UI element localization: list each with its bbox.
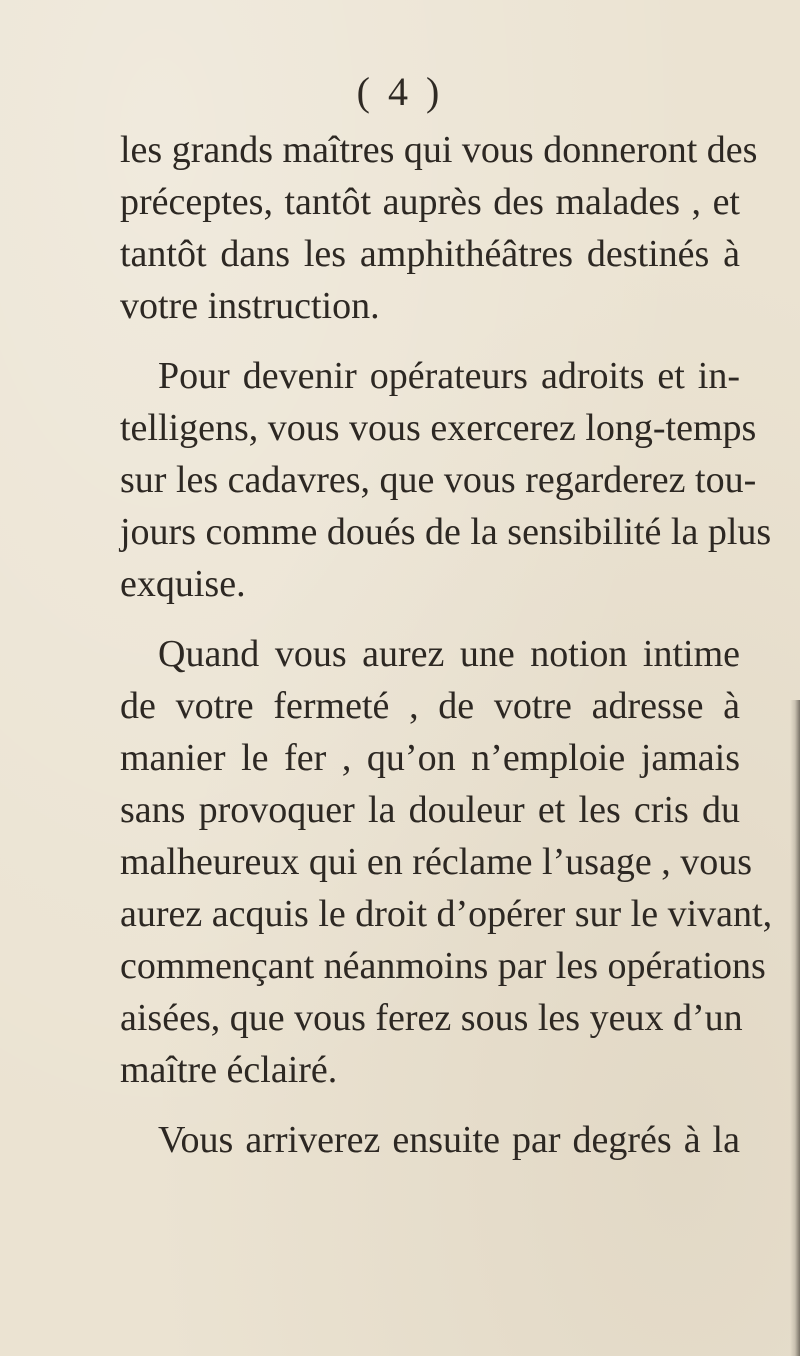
text-line: exquise. [120, 563, 246, 605]
text-line: votre instruction. [120, 285, 380, 327]
text-line: aisées, que vous ferez sous les yeux d’un [120, 997, 743, 1039]
text-line: Vous arriverez ensuite par degrés à la [158, 1119, 740, 1161]
text-line: les grands maîtres qui vous donneront des [120, 129, 758, 171]
text-line: sur les cadavres, que vous regarderez tou- [120, 459, 757, 501]
paragraph-gap [120, 1096, 740, 1114]
page-number: ( 4 ) [356, 69, 444, 114]
text-line: manier le fer , qu’on n’emploie jamais [120, 737, 740, 779]
paragraph-3 [120, 628, 773, 1096]
text-line: malheureux qui en réclame l’usage , vous [120, 841, 753, 883]
page-edge-shadow [790, 700, 800, 1356]
paragraph-gap [120, 332, 740, 350]
paragraph-gap [120, 610, 740, 628]
text-line: Quand vous aurez une notion intime [158, 633, 740, 675]
text-line: maître éclairé. [120, 1049, 338, 1091]
text-line: commençant néanmoins par les opérations [120, 945, 766, 987]
text-line: sans provoquer la douleur et les cris du [120, 789, 740, 831]
text-line: tantôt dans les amphithéâtres destinés à [120, 233, 740, 275]
text-line: telligens, vous vous exercerez long-temps [120, 407, 757, 449]
paragraph-2 [120, 350, 772, 610]
body-text [120, 124, 773, 1166]
paragraph-4 [120, 1114, 740, 1166]
text-line: aurez acquis le droit d’opérer sur le vivant, [120, 893, 773, 935]
text-line: jours comme doués de la sensibilité la plus [120, 511, 772, 553]
text-line: de votre fermeté , de votre adresse à [120, 685, 740, 727]
paragraph-1 [120, 124, 758, 332]
text-line: Pour devenir opérateurs adroits et in- [158, 355, 740, 397]
text-line: préceptes, tantôt auprès des malades , et [120, 181, 740, 223]
